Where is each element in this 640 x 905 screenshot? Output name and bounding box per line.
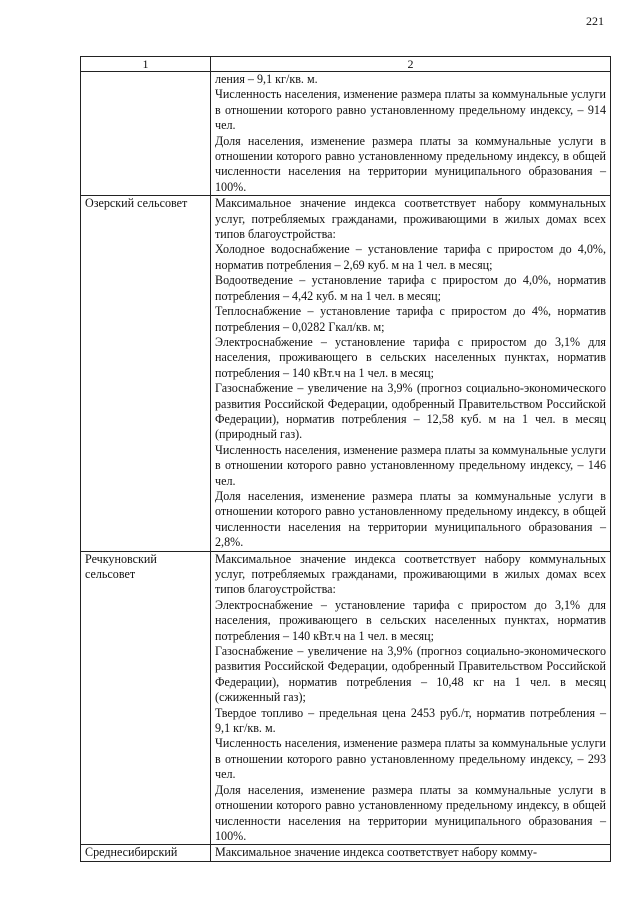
paragraph: Численность населения, изменение размера платы за коммунальные услуги в отношении которого равно установленному предельному индексу, – 293 чел. xyxy=(215,736,606,782)
paragraph: Максимальное значение индекса соответствует набору комму- xyxy=(215,845,538,860)
paragraph: Теплоснабжение – установление тарифа с приростом до 4%, норматив потребления – 0,0282 Гкал/кв. м; xyxy=(215,304,606,334)
row-description xyxy=(211,551,611,845)
paragraph: Численность населения, изменение размера платы за коммунальные услуги в отношении которого равно установленному предельному индексу, – 146 чел. xyxy=(215,442,606,488)
municipality-name: Среднесибирский xyxy=(81,845,211,861)
paragraph: Газоснабжение – увеличение на 3,9% (прогноз социально-экономического развития Российской Федерации, одобренный Правительством Российской Федерации), норматив потребления – 12,58 куб. м на 1 чел. в месяц (природный газ). xyxy=(215,381,606,442)
paragraph: Доля населения, изменение размера платы за коммунальные услуги в отношении которого равно установленному предельному индексу, в общей численности населения на территории муниципального образования – 100%. xyxy=(215,782,606,843)
row-description xyxy=(211,196,611,551)
municipality-name: Озерский сельсовет xyxy=(81,196,211,551)
paragraph: Электроснабжение – установление тарифа с приростом до 3,1% для населения, проживающего в сельских населенных пунктах, норматив потребления – 140 кВт.ч на 1 чел. в месяц; xyxy=(215,597,606,643)
row-description xyxy=(211,72,611,196)
document-table xyxy=(80,56,611,862)
column-header: 2 xyxy=(211,57,611,72)
paragraph: ления – 9,1 кг/кв. м. xyxy=(215,72,318,86)
table-row xyxy=(81,196,611,551)
table-row xyxy=(81,845,611,861)
row-description xyxy=(211,845,611,861)
paragraph: Доля населения, изменение размера платы за коммунальные услуги в отношении которого равно установленному предельному индексу, в общей численности населения на территории муниципального образования – 100%. xyxy=(215,133,606,194)
table-header-row xyxy=(81,57,611,72)
paragraph: Газоснабжение – увеличение на 3,9% (прогноз социально-экономического развития Российской Федерации, одобренный Правительством Российской Федерации), норматив потребления – 10,48 кг на 1 чел. в месяц (сжиженный газ); xyxy=(215,644,606,705)
municipality-name xyxy=(81,72,211,196)
paragraph: Численность населения, изменение размера платы за коммунальные услуги в отношении которого равно установленному предельному индексу, – 914 чел. xyxy=(215,87,606,133)
table-row xyxy=(81,72,611,196)
paragraph: Максимальное значение индекса соответствует набору коммунальных услуг, потребляемых гражданами, проживающими в жилых домах всех типов благоустройства: xyxy=(215,196,606,242)
paragraph: Максимальное значение индекса соответствует набору коммунальных услуг, потребляемых гражданами, проживающими в жилых домах всех типов благоустройства: xyxy=(215,551,606,597)
paragraph: Твердое топливо – предельная цена 2453 руб./т, норматив потребления – 9,1 кг/кв. м. xyxy=(215,705,606,736)
paragraph: Электроснабжение – установление тарифа с приростом до 3,1% для населения, проживающего в сельских населенных пунктах, норматив потребления – 140 кВт.ч на 1 чел. в месяц; xyxy=(215,334,606,380)
paragraph: Доля населения, изменение размера платы за коммунальные услуги в отношении которого равно установленному предельному индексу, в общей численности населения на территории муниципального образования – 2,8%. xyxy=(215,488,606,550)
table-row xyxy=(81,551,611,845)
paragraph: Холодное водоснабжение – установление тарифа с приростом до 4,0%, норматив потребления – 2,69 куб. м на 1 чел. в месяц; xyxy=(215,242,606,272)
paragraph: Водоотведение – установление тарифа с приростом до 4,0%, норматив потребления – 4,42 куб. м на 1 чел. в месяц; xyxy=(215,273,606,303)
municipality-name: Речкуновский сельсовет xyxy=(81,551,211,845)
page-number: 221 xyxy=(586,14,604,28)
column-header: 1 xyxy=(81,57,211,72)
